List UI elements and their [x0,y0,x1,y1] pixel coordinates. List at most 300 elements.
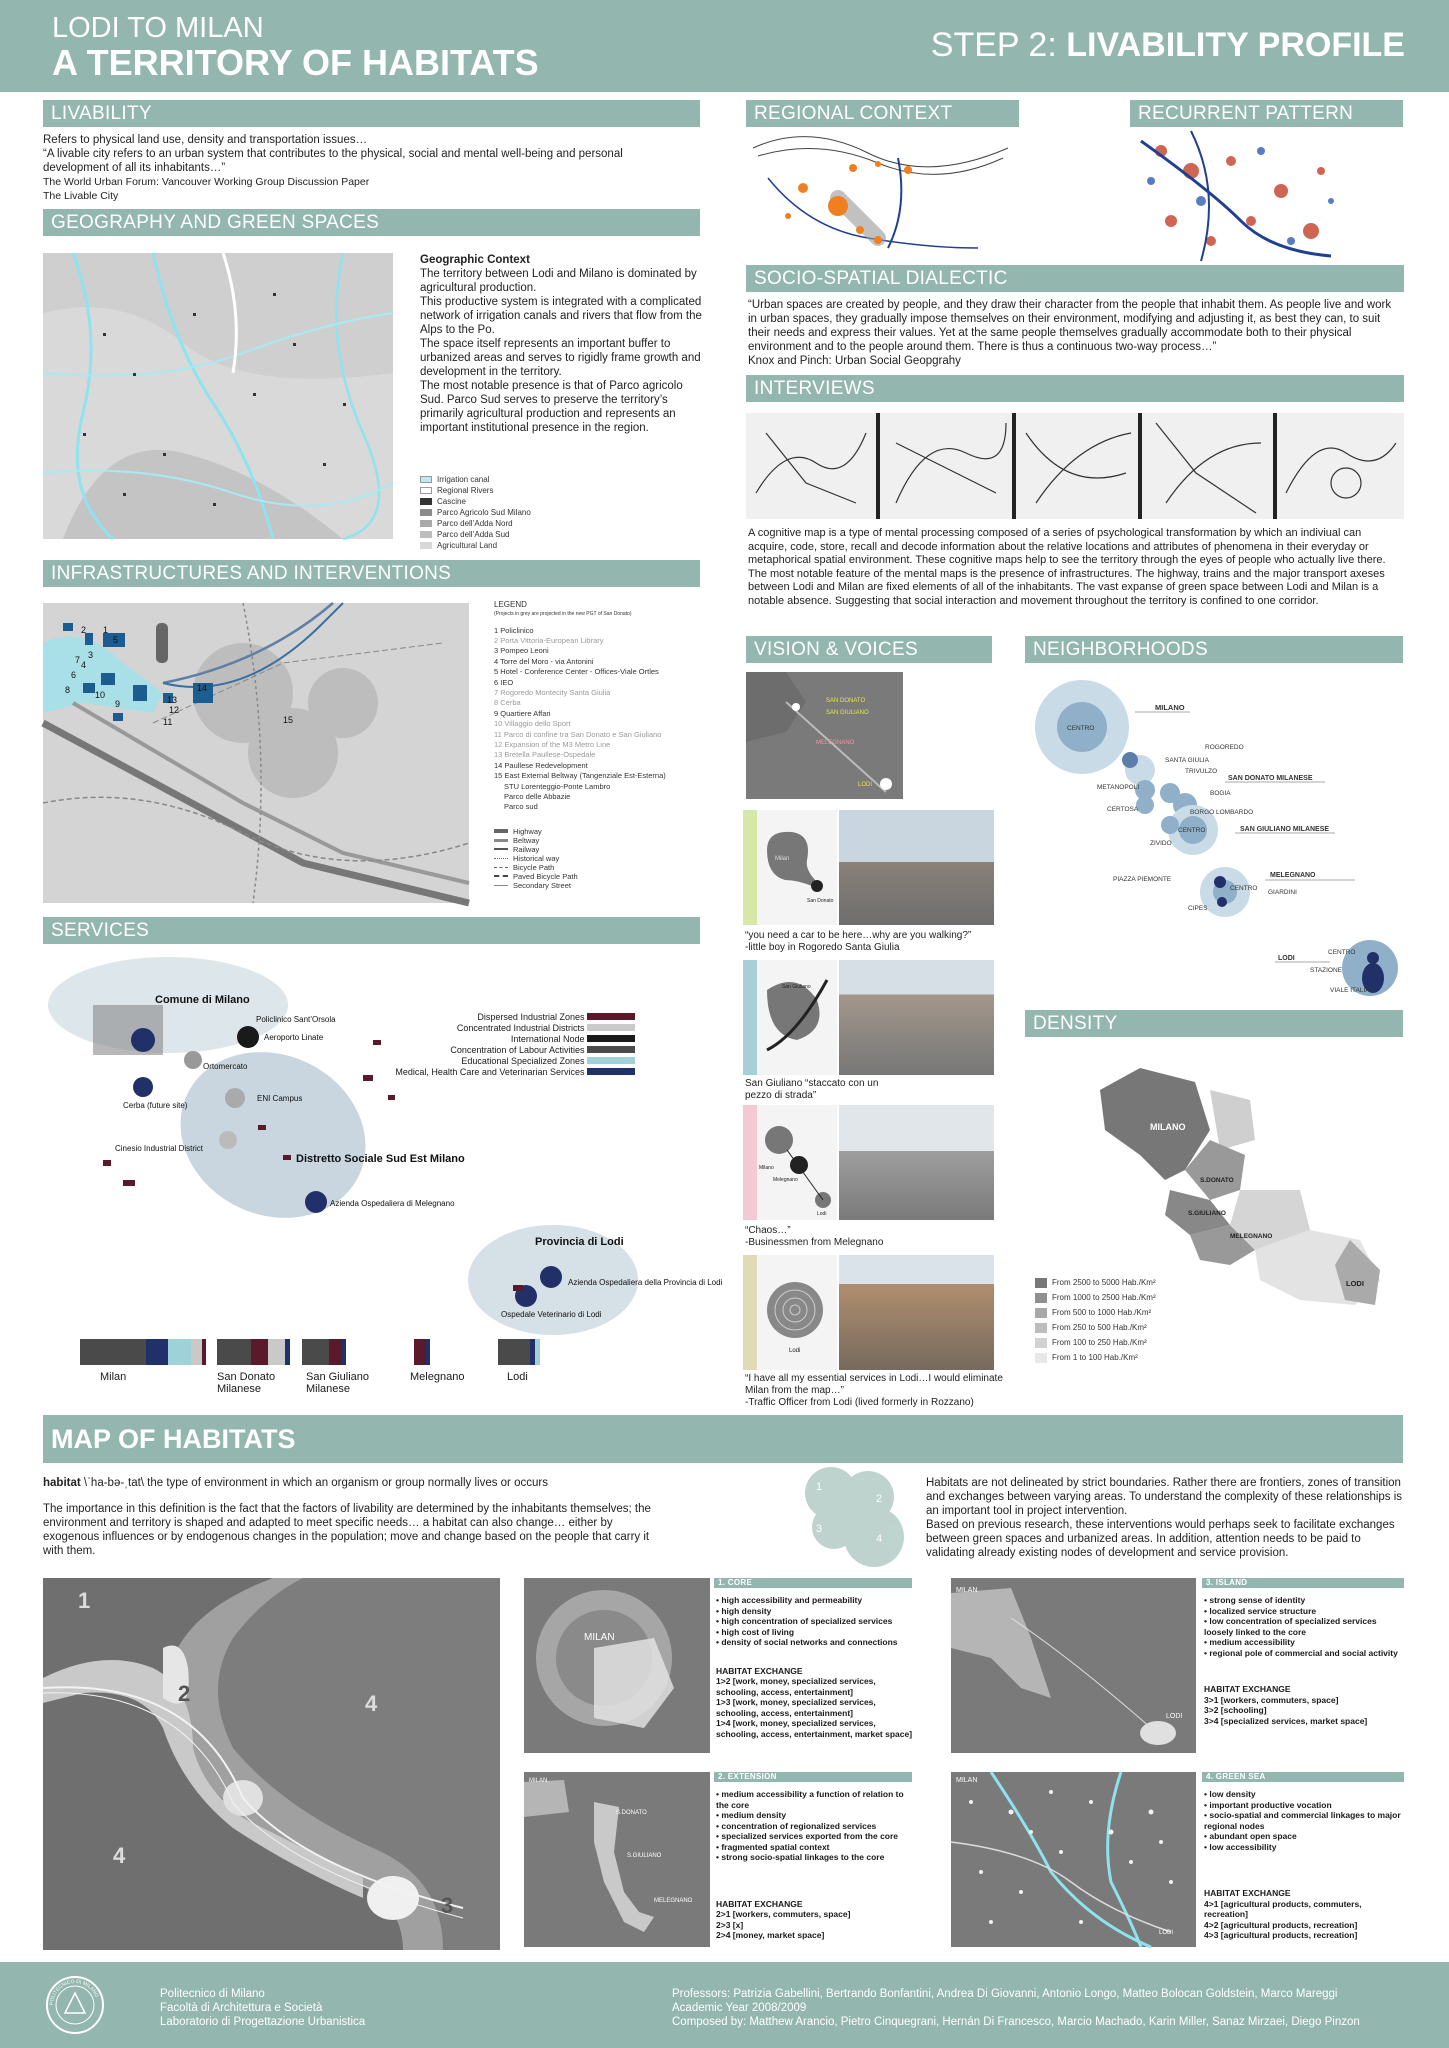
legend-swatch [587,1057,635,1064]
services-provincia-label: Provincia di Lodi [535,1236,624,1248]
legend-swatch [420,509,432,516]
geo-legend-item [420,474,531,485]
neighborhood-label: STAZIONE [1310,967,1343,974]
greensea-bullet: • low density [1204,1789,1404,1800]
infra-line-item [494,863,704,872]
map-number: 7 [75,655,81,665]
bar-sandonato [217,1339,290,1365]
island-bullet: • regional pole of commercial and social activity [1204,1648,1404,1659]
livability-source1: The World Urban Forum: Vancouver Working Group Discussion Paper [43,176,370,188]
neighborhood-label: BOGIA [1210,790,1231,797]
legend-label: Parco dell’Adda Sud [437,530,510,539]
vision-quote-author: -little boy in Rogoredo Santa Giulia [745,942,900,953]
extension-map-label: MELEGNANO [654,1898,693,1904]
vision-photo [839,1255,994,1370]
bar-segment [535,1339,540,1365]
bar-milan [80,1339,206,1365]
line-label: Beltway [513,835,540,845]
infra-line-item [494,827,704,836]
header-title: A TERRITORY OF HABITATS [52,42,539,83]
habitat-def-line [43,1476,663,1490]
socio-quote: “Urban spaces are created by people, and they draw their character from the people that inhabit them. As people live and work in urban spaces, they gradually impose themselves on their environment, modifying and adjusting it, as best they can, to suit their needs and express their values. Yet at the same people themselves gradually accommodate both to their physical environment and to the people around them. There is thus a continuous two-way process…” [748,299,1392,353]
services-legend-row [395,1045,635,1056]
neighborhood-label: MELEGNANO [1270,872,1316,879]
map-number: 3 [88,650,94,660]
infra-line-item [494,872,704,881]
infrastructures-heading: INFRASTRUCTURES AND INTERVENTIONS [43,560,700,587]
greensea-bullet: • important productive vocation [1204,1800,1404,1811]
density-label: LODI [1346,1279,1364,1288]
island-exchange-item: 3>2 [schooling] [1204,1705,1267,1715]
map-number: 9 [115,699,121,709]
recurrent-map [1131,131,1343,261]
vision-quote-author: -Businessmen from Melegnano [745,1237,884,1248]
geo-legend [420,474,531,551]
infra-legend-item: 14 Paullese Redevelopment [494,760,588,770]
neighborhood-label: ROGOREDO [1205,744,1244,751]
greensea-exchange-item: 4>1 [agricultural products, commuters, recreation] [1204,1898,1362,1919]
bar-lodi [498,1339,540,1365]
footer-inst1: Politecnico di Milano [160,1988,265,2000]
legend-label: From 250 to 500 Hab./Km² [1052,1323,1147,1332]
vision-map-label: SAN GIULIANO [826,710,869,716]
density-legend-item [1035,1307,1156,1318]
vision-map-label: SAN DONATO [826,698,866,704]
core-bullet: • high accessibility and permeability [716,1595,914,1606]
geography-map [43,253,393,539]
core-bullet: • high cost of living [716,1627,914,1638]
map-number: 2 [81,625,87,635]
vision-quote-text: San Giuliano “staccato con un pezzo di strada” [745,1078,879,1101]
neighborhood-label: BORGO LOMBARDO [1190,809,1254,816]
infra-legend-item: 1 Policlinico [494,625,534,635]
services-legend [395,1012,635,1078]
island-exchange-item: 3>1 [workers, commuters, space] [1204,1694,1339,1705]
infra-legend-sub: (Projects in grey are projected in the new PGT of San Donato) [494,610,632,617]
vision-sketch [757,960,837,1075]
bar-label-sangiuliano: San Giuliano Milanese [306,1371,369,1395]
map-number: 11 [163,717,173,727]
vision-quote [745,1373,1003,1409]
legend-swatch [587,1013,635,1020]
core-bullets [716,1595,914,1648]
map-number: 15 [283,715,294,725]
density-heading: DENSITY [1025,1010,1403,1037]
habitat-map-number: 4 [365,1691,378,1716]
habitat-map-number: 2 [178,1681,191,1706]
core-exchange [716,1666,914,1740]
services-heading: SERVICES [43,917,700,944]
infra-legend-item: 8 Cerba [494,698,521,708]
legend-label: From 100 to 250 Hab./Km² [1052,1338,1147,1347]
infra-line-item [494,845,704,854]
legend-swatch [420,542,432,549]
interviews-heading: INTERVIEWS [746,375,1404,402]
vision-color-strip [743,1255,757,1370]
infra-legend-item: 15 East External Beltway (Tangenziale Est-Esterna) [494,771,666,781]
vision-sketch-label: Lodi [817,1211,827,1217]
step-name: LIVABILITY PROFILE [1066,26,1405,64]
legend-swatch [420,520,432,527]
map-number: 6 [71,670,77,680]
legend-label: Medical, Health Care and Veterinarian Services [395,1067,585,1077]
bar-segment [302,1339,329,1365]
footer-composed: Composed by: Matthew Arancio, Pietro Cinquegrani, Hernán Di Francesco, Marcio Machado, Karin Miller, Sanaz Mirzaei, Diego Pinzon [672,2016,1360,2028]
geo-context-text: The territory between Lodi and Milano is dominated by agricultural production. This productive system is integrated with a complicated network of irrigation canals and rivers that flow from the Alps to the Po. The space itself represents an important buffer to urbanized areas and serves to rigidly frame growth and development in the territory. The most notable presence is that of Parco agricolo Sud. Parco Sud serves to preserve the territory’s primarily agricultural production and represents an important institutional presence in the region. [420,268,702,434]
core-heading: 1. CORE [714,1578,912,1588]
infra-legend-item: 6 IEO [494,677,514,687]
vision-color-strip [743,810,757,925]
core-bullet: • density of social networks and connections [716,1637,914,1648]
legend-swatch [587,1024,635,1031]
socio-source: Knox and Pinch: Urban Social Geopgrahy [748,355,961,367]
extension-heading: 2. EXTENSION [714,1772,912,1782]
infra-legend-item: 5 Hotel - Conference Center - Offices-Viale Ortles [494,667,659,677]
bar-segment [146,1339,168,1365]
island-map-label: LODI [1166,1713,1183,1720]
density-legend-item [1035,1292,1156,1303]
vision-quote [745,930,995,954]
geo-legend-item [420,529,531,540]
vision-quote-text: “I have all my essential services in Lodi…I would eliminate Milan from the map…” [745,1373,1003,1396]
neighborhood-label: CERTOSA [1107,806,1139,813]
vision-sketch [757,1255,837,1370]
service-place: Azienda Ospedaliera della Provincia di Lodi [568,1278,723,1287]
legend-swatch [420,487,432,494]
extension-map-label: S.GIULIANO [627,1853,662,1859]
interviews-text1: A cognitive map is a type of mental processing composed of a series of psychological transformation by which an indiviual can acquire, code, store, recall and decode information about the relative locations and attributes of phenomena in their everyday or metaphorical spatial environment. These cognitive maps help to see the territory through the eyes of people who actually live there. [748,527,1386,566]
venn-number: 4 [876,1533,883,1545]
infra-legend-item: 2 Porta Vittoria-European Library [494,635,604,645]
neighborhood-label: ZIVIDO [1150,840,1172,847]
core-bullet: • high concentration of specialized services [716,1616,914,1627]
island-bullet: • medium accessibility [1204,1637,1404,1648]
geo-legend-item [420,496,531,507]
geo-legend-item [420,485,531,496]
venn-number: 3 [816,1523,823,1535]
map-number: 5 [113,635,119,645]
habitats-right-text: Habitats are not delineated by strict boundaries. Rather there are frontiers, zones of transition and exchanges between varying areas. To understand the complexity of these relationships is an important tool in project intervention. Based on previous research, these interventions would perhaps seek to facilitate exchanges between green spaces and urbanized areas. In addition, attention needs to be paid to validating already existing nodes of development and service provision. [926,1477,1403,1559]
neighborhood-label: CENTRO [1230,885,1258,892]
vision-photo [839,960,994,1075]
greensea-bullet: • low accessibility [1204,1842,1404,1853]
extension-map-label: MILAN [529,1778,548,1784]
services-milano-label: Comune di Milano [155,994,250,1006]
neighborhood-label: GIARDINI [1268,889,1297,896]
infra-legend-item: 11 Parco di confine tra San Donato e San Giuliano [494,729,662,739]
footer-credits [672,1987,1412,2029]
legend-label: From 1000 to 2500 Hab./Km² [1052,1293,1156,1302]
line-label: Historical way [513,853,560,863]
map-number: 13 [167,695,178,705]
infra-legend-item: 7 Rogoredo Montecity Santa Giulia [494,687,611,697]
vision-panel [743,1255,995,1370]
regional-map [748,128,1012,258]
vision-quote [745,1225,995,1249]
density-label: S.DONATO [1200,1177,1234,1184]
greensea-exchange-item: 4>2 [agricultural products, recreation] [1204,1919,1358,1930]
service-place: Azienda Ospedaliera di Melegnano [330,1199,455,1208]
legend-label: Concentration of Labour Activities [450,1045,585,1055]
interviews-text2: The most notable feature of the mental maps is the presence of infrastructures. The highway, trains and the major transport axeses between Lodi and Milan are fixed elements of all of the inhabitants. The vast expanse of green space between Lodi and Milan is a notable absence. Suggesting that social interaction and movement throughout the territory is confined to one corridor. [748,567,1385,607]
extension-exchange-item: 2>4 [money, market space] [716,1930,825,1940]
service-place: Policlinico Sant’Orsola [256,1015,336,1024]
legend-swatch [1035,1323,1047,1333]
line-swatch [494,829,508,833]
infrastructure-map [43,603,469,903]
infra-legend-item: Parco delle Abbazie [504,792,571,801]
vision-quote [745,1078,885,1102]
map-number: 14 [197,683,208,693]
greensea-exchange [1204,1888,1404,1941]
neighborhood-label: LODI [1278,955,1295,962]
density-label: MELEGNANO [1230,1233,1273,1240]
bar-label-lodi: Lodi [507,1371,528,1383]
bar-segment [342,1339,346,1365]
vision-panel [743,960,995,1075]
legend-swatch [1035,1338,1047,1348]
core-exchange-item: 1>3 [work, money, specialized services, schooling, access, entertainment] [716,1697,876,1718]
core-exchange-item: 1>2 [work, money, specialized services, schooling, access, entertainment] [716,1676,876,1697]
map-number: 8 [65,685,71,695]
service-place: ENI Campus [257,1094,303,1103]
infra-legend-item: 3 Pompeo Leoni [494,646,549,656]
neighborhood-label: VIALE ITALIA [1330,987,1370,994]
vision-panel [743,1105,995,1220]
greensea-bullet: • socio-spatial and commercial linkages to major regional nodes [1204,1810,1404,1831]
line-label: Highway [513,826,542,836]
infra-legend-item: 13 Bretella Paullese-Ospedale [494,750,596,760]
greensea-exchange-title: HABITAT EXCHANGE [1204,1888,1291,1898]
services-bars [80,1339,640,1395]
greensea-bullet: • abundant open space [1204,1831,1404,1842]
habitat-map-number: 4 [113,1843,126,1868]
legend-label: Regional Rivers [437,486,494,495]
step-title [931,26,1405,65]
service-place: Cerba (future site) [123,1101,188,1110]
neighborhood-label: CENTRO [1067,725,1095,732]
vision-sketch [757,810,837,925]
habitat-importance: The importance in this definition is the fact that the factors of livability are determined by the inhabitants themselves; the environment and territory is shaped and adapted to meet specific needs… a habitat can also change… either by exogenous influences or by endogenous changes in the population; move and change based on the people that carry it with them. [43,1503,651,1557]
legend-label: From 1 to 100 Hab./Km² [1052,1353,1138,1362]
step-prefix: STEP 2: [930,26,1067,64]
services-legend-row [395,1067,635,1078]
legend-swatch [1035,1353,1047,1363]
neighborhoods-heading: NEIGHBORHOODS [1025,636,1403,663]
footer-professors: Professors: Patrizia Gabellini, Bertrando Bonfantini, Andrea Di Giovanni, Antonio Longo, Matteo Bolocan Goldstein, Marco Mareggi [672,1988,1338,2000]
services-legend-row [395,1023,635,1034]
bar-segment [329,1339,342,1365]
socio-heading: SOCIO-SPATIAL DIALECTIC [746,265,1404,292]
line-label: Bicycle Path [513,862,555,872]
geo-legend-item [420,540,531,551]
bar-segment [498,1339,530,1365]
neighborhood-label: CENTRO [1178,827,1206,834]
core-content [716,1595,914,1739]
legend-label: Parco dell’Adda Nord [437,519,513,528]
livability-heading: LIVABILITY [43,100,700,127]
core-bullet: • high density [716,1606,914,1617]
bar-label-melegnano: Melegnano [410,1371,465,1383]
extension-map [524,1772,710,1947]
vision-sketch [757,1105,837,1220]
infra-legend-items [494,626,704,813]
density-legend [1035,1277,1156,1363]
core-exchange-title: HABITAT EXCHANGE [716,1665,803,1676]
neighborhood-label: TRIVULZO [1185,768,1218,775]
greensea-exchange-item: 4>3 [agricultural products, recreation] [1204,1930,1358,1940]
header-line1: LODI TO MILAN [52,12,264,44]
extension-bullet: • strong socio-spatial linkages to the core [716,1852,914,1863]
legend-label: From 500 to 1000 Hab./Km² [1052,1308,1152,1317]
neighborhood-label: CIPES [1188,905,1208,912]
habitat-venn [796,1465,906,1570]
habitat-map-number: 1 [78,1588,91,1613]
extension-bullets [716,1789,914,1863]
extension-bullet: • specialized services exported from the core [716,1831,914,1842]
geography-heading: GEOGRAPHY AND GREEN SPACES [43,209,700,236]
neighborhood-label: CENTRO [1328,949,1356,956]
services-legend-row [395,1012,635,1023]
island-map-label: MILAN [956,1587,978,1594]
habitats-heading [43,1415,1403,1463]
vision-map [746,672,903,799]
bar-segment [202,1339,206,1365]
line-label: Railway [513,844,540,854]
infra-legend-item: 12 Expansion of the M3 Metro Line [494,739,611,749]
legend-swatch [1035,1278,1047,1288]
vision-heading: VISION & VOICES [746,636,992,663]
bar-label-milan: Milan [100,1371,127,1383]
extension-bullet: • medium density [716,1810,914,1821]
line-swatch [494,858,508,859]
greensea-bullets [1204,1789,1404,1852]
density-legend-item [1035,1352,1156,1363]
density-legend-item [1035,1277,1156,1288]
livability-source2: The Livable City [43,190,119,202]
island-exchange-title: HABITAT EXCHANGE [1204,1684,1291,1694]
vision-quote-text: “Chaos…” [745,1225,791,1236]
bar-segment [268,1339,285,1365]
header-band [0,0,1449,92]
venn-number: 2 [876,1493,883,1505]
service-place: Cinesio Industrial District [115,1144,204,1153]
infra-legend-item: 4 Torre del Moro - via Antonini [494,656,594,666]
greensea-map [951,1772,1196,1947]
map-number: 10 [95,690,106,700]
bar-segment [414,1339,426,1365]
neighborhood-label: PIAZZA PIEMONTE [1113,876,1172,883]
greensea-map-label: LODI [1159,1930,1174,1936]
legend-label: Parco Agricolo Sud Milano [437,508,531,517]
extension-exchange-item: 2>3 [x] [716,1919,744,1930]
density-legend-item [1035,1322,1156,1333]
habitats-title: MAP OF HABITATS [51,1424,296,1454]
island-map [951,1578,1196,1753]
bar-melegnano [414,1339,430,1365]
vision-quote-author: -Traffic Officer from Lodi (lived formerly in Rozzano) [745,1397,974,1408]
extension-exchange-item: 2>1 [workers, commuters, space] [716,1909,851,1919]
line-swatch [494,875,508,877]
legend-swatch [1035,1308,1047,1318]
service-place: Ortomercato [203,1062,248,1071]
infra-legend [494,600,704,890]
island-heading: 3. ISLAND [1202,1578,1404,1588]
island-content [1204,1595,1404,1726]
regional-heading: REGIONAL CONTEXT [746,100,1019,127]
vision-sketch-label: Milan [775,856,790,862]
habitats-map [43,1578,500,1950]
line-swatch [494,885,508,886]
habitat-pron: \ˈha-bə-ˌtat\ [80,1477,144,1489]
infra-legend-item: 10 Villaggio dello Sport [494,719,571,729]
services-legend-row [395,1034,635,1045]
bar-segment [80,1339,146,1365]
services-legend-row [395,1056,635,1067]
infra-legend-item: STU Lorenteggio-Ponte Lambro [504,781,611,791]
recurrent-heading: RECURRENT PATTERN [1130,100,1403,127]
core-exchange-item: 1>4 [work, money, specialized services, schooling, access, entertainment, market space] [716,1718,913,1739]
island-exchange [1204,1684,1404,1726]
legend-label: Concentrated Industrial Districts [456,1023,585,1033]
bar-segment [168,1339,190,1365]
vision-panel [743,810,995,925]
livability-text [43,133,683,203]
extension-map-label: S.DONATO [616,1810,647,1816]
legend-swatch [420,498,432,505]
neighborhood-label: SAN GIULIANO MILANESE [1240,826,1330,833]
greensea-map-label: MILAN [956,1777,978,1784]
legend-label: Irrigation canal [437,475,490,484]
legend-swatch [420,531,432,538]
map-number: 12 [169,705,180,715]
footer-inst2: Facoltà di Architettura e Società [160,2002,323,2014]
line-label: Paved Bicycle Path [513,871,578,881]
vision-sketch-label: Melegnano [773,1177,798,1183]
density-label: S.GIULIANO [1188,1210,1226,1217]
vision-map-label: MELEGNANO [816,740,855,746]
footer-institution [160,1987,365,2029]
habitat-definition [43,1476,663,1558]
infra-legend-lines [494,827,704,890]
service-place: Ospedale Veterinario di Lodi [501,1310,602,1319]
geo-context [420,253,703,435]
neighborhoods-diagram [1025,670,1405,1000]
vision-sketch-label: Milano [759,1165,774,1171]
core-map [524,1578,710,1753]
extension-bullet: • concentration of regionalized services [716,1821,914,1832]
bar-sangiuliano [302,1339,346,1365]
island-bullet: • strong sense of identity [1204,1595,1404,1606]
map-number: 1 [103,625,109,635]
services-distretto-label: Distretto Sociale Sud Est Milano [296,1153,465,1165]
legend-swatch [587,1046,635,1053]
infra-line-item [494,836,704,845]
neighborhood-label: SANTA GIULIA [1165,757,1209,764]
core-map-label: MILAN [584,1632,615,1643]
bar-segment [191,1339,202,1365]
island-bullets [1204,1595,1404,1658]
vision-quote-text: “you need a car to be here…why are you walking?” [745,930,972,941]
infra-legend-item: 9 Quartiere Affari [494,708,551,718]
footer-year: Academic Year 2008/2009 [672,2002,807,2014]
neighborhood-label: MILANO [1155,703,1185,712]
island-bullet: • low concentration of specialized services loosely linked to the core [1204,1616,1404,1637]
vision-photo [839,1105,994,1220]
greensea-content [1204,1789,1404,1941]
habitat-map-number: 3 [441,1893,454,1918]
line-swatch [494,848,508,850]
